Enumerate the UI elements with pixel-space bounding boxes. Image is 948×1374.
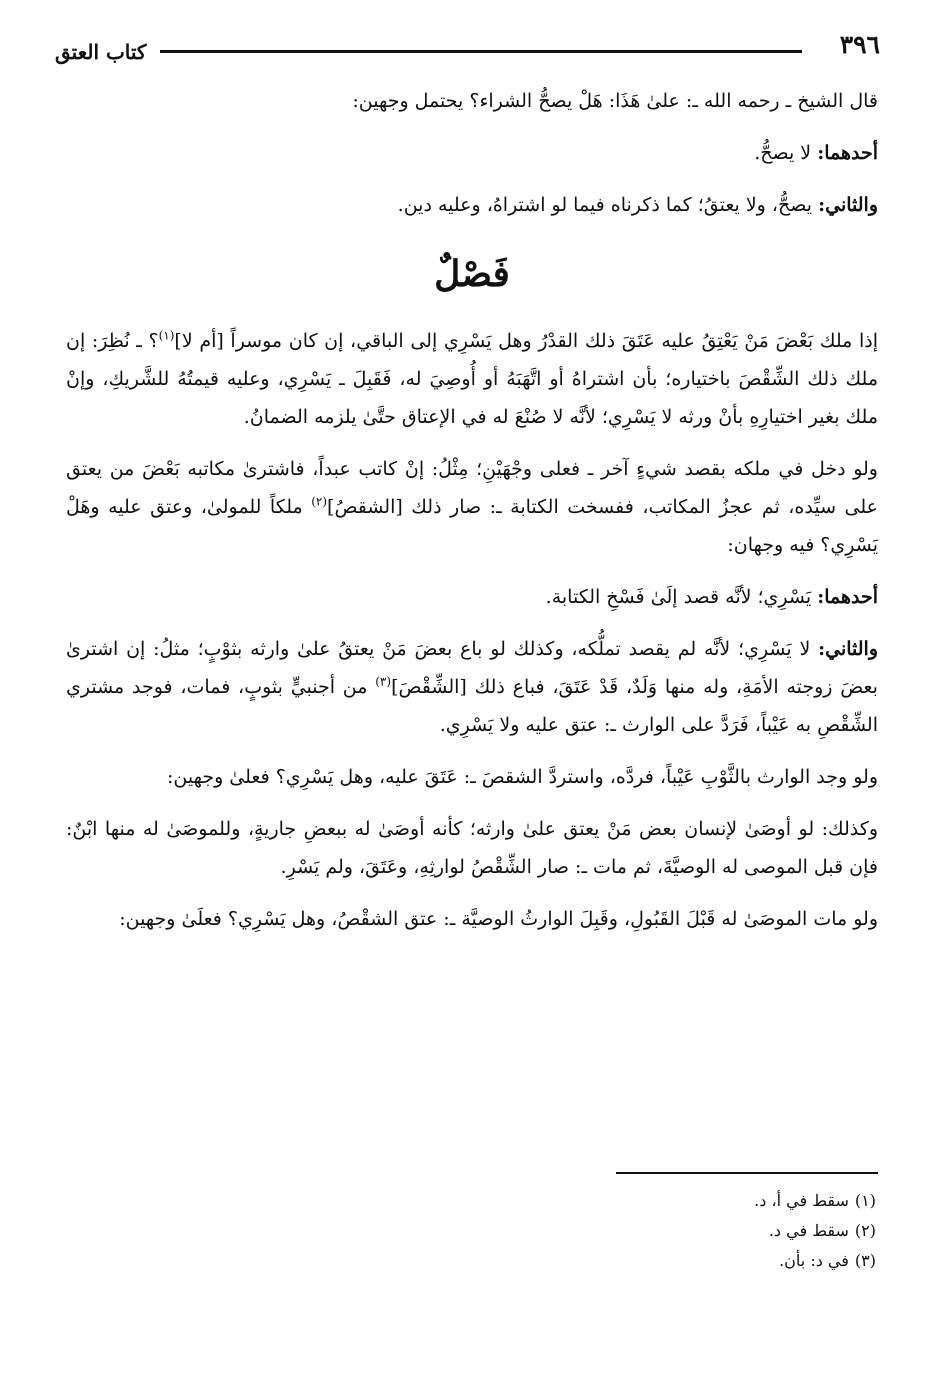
page-number: ٣٩٦ — [839, 30, 880, 59]
paragraph — [66, 186, 878, 224]
paragraph-text-cont: ؟ ـ نُظِرَ: إن ملك ذلك الشِّقْصَ باختياره؛ بأن اشتراهُ أو اتَّهَبَهُ أو أُوصِيَ له، فَقَبِلَ ـ يَسْرِي، وعليه قيمتُهُ للشَّريكِ، وإنْ ملك بغير اختيارِهِ بأنْ ورثه لا يَسْرِي؛ لأنَّه لا صُنْعَ له في الإعتاق حتَّىٰ يلزمه الضمانُ. — [66, 330, 878, 428]
paragraph — [66, 322, 878, 436]
footnote-marker: (٣) — [375, 674, 392, 689]
paragraph — [66, 450, 878, 564]
paragraph — [66, 630, 878, 744]
footnote-separator — [616, 1172, 878, 1174]
paragraph-lead: والثاني: — [818, 638, 878, 660]
page-header — [55, 30, 880, 70]
paragraph-text: يصحُّ، ولا يعتقُ؛ كما ذكرناه فيما لو اشتراهُ، وعليه دين. — [397, 194, 819, 216]
paragraph-lead: أحدهما: — [817, 142, 878, 164]
paragraph-text: لا يَسْرِي؛ لأنَّه لم يقصد تملُّكه، وكذلك لو باع بعضَ مَنْ يعتقُ علىٰ وارثه بثوْبٍ؛ مثلُ: إن اشترىٰ بعضَ زوجته الأمَةِ، وله منها وَلَدٌ، قَدْ عَتَقَ، فباع ذلك [الشِّقْصَ] — [66, 638, 878, 698]
paragraph — [66, 758, 878, 796]
main-text — [66, 82, 878, 952]
footnote — [476, 1186, 876, 1216]
paragraph — [66, 578, 878, 616]
footnote-text: في د: بأن. — [779, 1251, 849, 1270]
paragraph-text: لا يصحُّ. — [754, 142, 818, 164]
footnote-number: (٢) — [854, 1221, 876, 1240]
paragraph-text-cont: من أجنبيٍّ بثوبٍ، فمات، فوجد مشتري الشِّقْصِ به عَيْباً، فَرَدَّ على الوارث ـ: عتق عليه ولا يَسْرِي. — [66, 676, 878, 736]
paragraph-text: ولو مات الموصَىٰ له قَبْلَ القَبُولِ، وقَبِلَ الوارثُ الوصيَّة ـ: عتق الشقْصُ، وهل يَسْرِي؟ فعلَىٰ وجهين: — [119, 908, 878, 930]
paragraph — [66, 82, 878, 120]
footnote — [476, 1216, 876, 1246]
paragraph-text: ولو دخل في ملكه بقصد شيءٍ آخر ـ فعلى وجْهَيْنِ؛ مِثْلُ: إنْ كاتب عبداً، فاشترىٰ مكاتبه بَعْضَ من يعتق على سيِّده، ثم عجزُ المكاتب، ففسخت الكتابة ـ: صار ذلك [الشقصُ] — [66, 458, 878, 518]
header-rule — [160, 50, 802, 53]
paragraph-text: يَسْرِي؛ لأنَّه قصد إلَىٰ فَسْخِ الكتابة. — [545, 586, 818, 608]
footnote-number: (٣) — [854, 1251, 876, 1270]
section-heading: فَصْلٌ — [434, 253, 510, 295]
footnote-text: سقط في د. — [768, 1221, 849, 1240]
paragraph-text: وكذلك: لو أوصَىٰ لإنسان بعض مَنْ يعتق علىٰ وارثه؛ كأنه أوصَىٰ له ببعضِ جاريةٍ، وللموصَىٰ له منها ابْنٌ: فإن قبل الموصى له الوصيَّةَ، ثم مات ـ: صار الشِّقْصُ لوارثِهِ، وعَتَقَ، ولم يَسْرِ. — [66, 818, 878, 878]
footnotes — [476, 1186, 876, 1276]
paragraph-text: ولو وجد الوارث بالثَّوْبِ عَيْباً، فردَّه، واستردَّ الشقصَ ـ: عَتَقَ عليه، وهل يَسْرِي؟ فعلىٰ وجهين: — [166, 766, 878, 788]
footnote-marker: (٢) — [311, 494, 328, 509]
paragraph — [66, 900, 878, 938]
footnote-number: (١) — [854, 1191, 876, 1210]
paragraph-lead: أحدهما: — [817, 586, 878, 608]
footnote — [476, 1246, 876, 1276]
paragraph-text-cont: ملكاً للمولىٰ، وعتق عليه وهَلْ يَسْرِي؟ فيه وجهان: — [66, 496, 878, 556]
paragraph — [66, 134, 878, 172]
running-title: كتاب العتق — [55, 40, 147, 64]
paragraph-text: قال الشيخ ـ رحمه الله ـ: علىٰ هَذَا: هَلْ يصحُّ الشراء؟ يحتمل وجهين: — [352, 90, 878, 112]
footnote-text: سقط في أ، د. — [754, 1191, 849, 1210]
footnote-marker: (١) — [158, 328, 175, 343]
paragraph — [66, 810, 878, 886]
paragraph-lead: والثاني: — [818, 194, 878, 216]
paragraph-text: إذا ملك بَعْضَ مَنْ يَعْتِقُ عليه عَتَقَ ذلك القدْرُ وهل يَسْرِي إلى الباقي، إن كان موسراً [أم لا] — [174, 330, 879, 352]
